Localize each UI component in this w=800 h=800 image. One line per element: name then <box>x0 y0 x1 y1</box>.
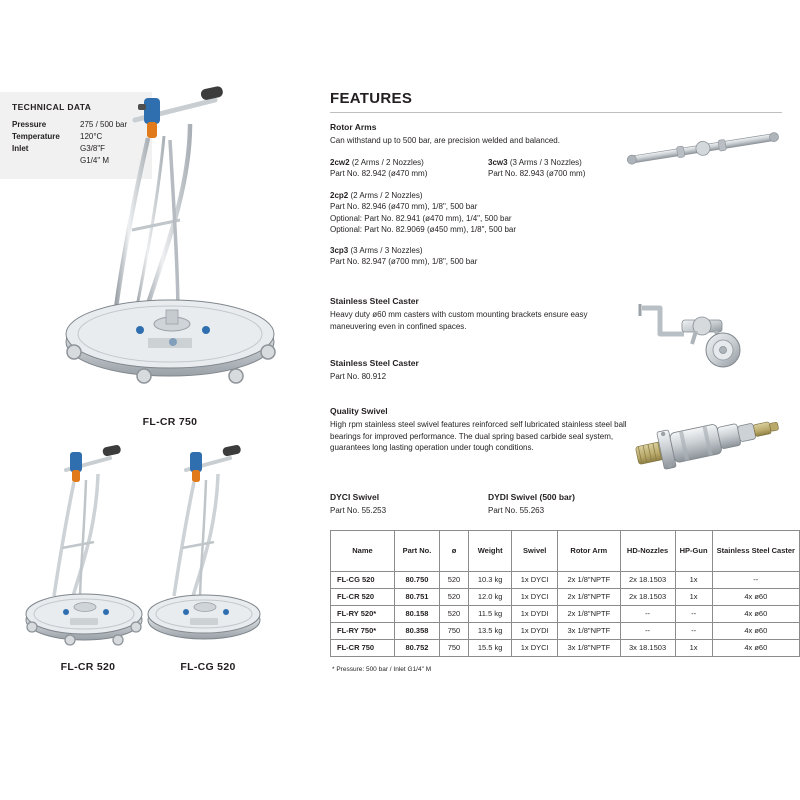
technical-data-label: Inlet <box>12 144 29 153</box>
rotor-arms-block-line: Part No. 82.946 (ø470 mm), 1/8", 500 bar <box>330 202 478 211</box>
table-cell-diameter: 520 <box>440 572 469 589</box>
table-header-row <box>331 531 800 572</box>
table-cell-name: FL-RY 750* <box>331 623 395 640</box>
section-swivel-parts <box>330 492 650 517</box>
rotor-arms-item <box>488 168 628 180</box>
rotor-arms-block-bold: 2cp2 <box>330 190 349 200</box>
table-cell-partno: 80.358 <box>394 623 439 640</box>
table-cell-name: FL-CG 520 <box>331 572 395 589</box>
swivel-title: Quality Swivel <box>330 406 388 416</box>
table-row <box>331 572 800 589</box>
table-cell-hd-nozzles: 2x 18.1503 <box>620 572 675 589</box>
table-cell-hp-gun: 1x <box>675 589 712 606</box>
rotor-arms-block-text: (2 Arms / 2 Nozzles) <box>350 190 423 200</box>
specifications-table <box>330 530 800 657</box>
dydi-title: DYDI Swivel (500 bar) <box>488 492 575 502</box>
table-cell-swivel: 1x DYCI <box>512 589 558 606</box>
table-cell-rotor-arm: 2x 1/8"NPTF <box>558 606 620 623</box>
table-cell-name: FL-CR 520 <box>331 589 395 606</box>
rotor-arms-item-text: Part No. <box>488 169 518 178</box>
surface-cleaner-750-illustration <box>40 80 300 410</box>
table-row <box>331 640 800 657</box>
table-cell-name: FL-RY 520* <box>331 606 395 623</box>
table-cell-partno: 80.158 <box>394 606 439 623</box>
technical-data-value: 120°C <box>80 132 103 141</box>
table-cell-weight: 15.5 kg <box>468 640 511 657</box>
surface-cleaner-520-cg-illustration <box>138 440 278 655</box>
table-cell-partno: 80.750 <box>394 572 439 589</box>
table-header-cell: Name <box>331 531 395 572</box>
rotor-arms-body: Can withstand up to 500 bar, are precision welded and balanced. <box>330 136 560 145</box>
table-cell-weight: 11.5 kg <box>468 606 511 623</box>
table-header-cell: Rotor Arm <box>558 531 620 572</box>
swivel-dydi <box>488 492 628 517</box>
swivel-body: High rpm stainless steel swivel features reinforced self lubricated stainless steel ball bearings for improved performance. The dual spring based carbide seal system, guarantees long lasting operation under tough conditions. <box>330 420 627 452</box>
table-cell-rotor-arm: 3x 1/8"NPTF <box>558 640 620 657</box>
rotor-arms-item <box>330 168 470 180</box>
table-cell-caster: 4x ø60 <box>712 589 799 606</box>
caster-part-line: Part No. 80.912 <box>330 372 387 381</box>
rotor-arms-right-column <box>488 157 628 180</box>
table-cell-rotor-arm: 3x 1/8"NPTF <box>558 623 620 640</box>
table-header-cell: Swivel <box>512 531 558 572</box>
divider <box>330 112 782 113</box>
rotor-arms-item-text: 82.943 (ø700 mm) <box>519 169 586 178</box>
figure-caption: FL-CR 750 <box>142 416 198 428</box>
table-cell-hd-nozzles: -- <box>620 623 675 640</box>
table-cell-hp-gun: -- <box>675 606 712 623</box>
table-cell-caster: -- <box>712 572 799 589</box>
table-cell-diameter: 520 <box>440 606 469 623</box>
figure-caption: FL-CR 520 <box>60 661 116 673</box>
surface-cleaner-520-cr-illustration <box>18 440 158 655</box>
table-cell-weight: 12.0 kg <box>468 589 511 606</box>
table-cell-hp-gun: 1x <box>675 640 712 657</box>
table-cell-swivel: 1x DYCI <box>512 572 558 589</box>
caster-title: Stainless Steel Caster <box>330 296 419 306</box>
rotor-arm-illustration <box>620 128 785 170</box>
table-cell-caster: 4x ø60 <box>712 640 799 657</box>
rotor-arms-block-line: Optional: Part No. 82.941 (ø470 mm), 1/4", 500 bar <box>330 213 512 223</box>
technical-data-title: TECHNICAL DATA <box>12 102 92 112</box>
caster-part-title: Stainless Steel Caster <box>330 358 419 368</box>
left-column <box>0 0 322 800</box>
dyci-part: Part No. 55.253 <box>330 506 387 515</box>
table-cell-rotor-arm: 2x 1/8"NPTF <box>558 572 620 589</box>
table-row <box>331 623 800 640</box>
caster-illustration <box>630 300 780 372</box>
product-figure-fl-cg-520 <box>138 440 278 673</box>
table-row <box>331 589 800 606</box>
table-cell-diameter: 750 <box>440 623 469 640</box>
rotor-arms-item-text: Part No. <box>330 169 360 178</box>
rotor-arms-item <box>488 157 628 169</box>
table-cell-name: FL-CR 750 <box>331 640 395 657</box>
technical-data-value: 275 / 500 bar <box>80 120 128 129</box>
table-header-cell: HP-Gun <box>675 531 712 572</box>
rotor-arms-block-line <box>330 190 630 202</box>
table-cell-swivel: 1x DYDI <box>512 623 558 640</box>
table-cell-hp-gun: -- <box>675 623 712 640</box>
table-cell-rotor-arm: 2x 1/8"NPTF <box>558 589 620 606</box>
table-cell-partno: 80.751 <box>394 589 439 606</box>
table-header-cell: ø <box>440 531 469 572</box>
rotor-arms-block-line <box>330 245 630 257</box>
section-rotor-arms <box>330 122 630 268</box>
table-cell-caster: 4x ø60 <box>712 623 799 640</box>
table-cell-hd-nozzles: 3x 18.1503 <box>620 640 675 657</box>
product-figure-fl-cr-750 <box>40 80 300 428</box>
table-row <box>331 606 800 623</box>
caster-body: Heavy duty ø60 mm casters with custom mounting brackets ensure easy maneuvering even in confined spaces. <box>330 310 588 331</box>
figure-caption: FL-CG 520 <box>180 661 236 673</box>
table-cell-diameter: 750 <box>440 640 469 657</box>
features-heading: FEATURES <box>330 90 413 107</box>
table-cell-caster: 4x ø60 <box>712 606 799 623</box>
dyci-title: DYCI Swivel <box>330 492 380 502</box>
technical-data-label: Pressure <box>12 120 47 129</box>
table-header-cell: Part No. <box>394 531 439 572</box>
rotor-arms-item-text: 82.942 (ø470 mm) <box>361 169 428 178</box>
table-cell-weight: 13.5 kg <box>468 623 511 640</box>
swivel-dyci <box>330 492 470 517</box>
table-cell-swivel: 1x DYCI <box>512 640 558 657</box>
rotor-arms-item-text: (3 Arms / 3 Nozzles) <box>509 157 582 167</box>
rotor-arms-block-bold: 3cp3 <box>330 245 349 255</box>
rotor-arms-item <box>330 157 470 169</box>
rotor-arms-left-column <box>330 157 470 180</box>
table-cell-hd-nozzles: -- <box>620 606 675 623</box>
rotor-arms-item-bold: 2cw2 <box>330 157 350 167</box>
rotor-arms-item-bold: 3cw3 <box>488 157 508 167</box>
technical-data-value: G3/8"F <box>80 144 106 153</box>
dydi-part: Part No. 55.263 <box>488 506 545 515</box>
table-cell-partno: 80.752 <box>394 640 439 657</box>
table-header-cell: Stainless Steel Caster <box>712 531 799 572</box>
swivel-illustration <box>630 398 785 488</box>
table-cell-hp-gun: 1x <box>675 572 712 589</box>
table-header-cell: Weight <box>468 531 511 572</box>
table-cell-hd-nozzles: 2x 18.1503 <box>620 589 675 606</box>
rotor-arms-block-line: Part No. 82.947 (ø700 mm), 1/8", 500 bar <box>330 257 478 266</box>
rotor-arms-title: Rotor Arms <box>330 122 377 132</box>
rotor-arms-block-line: Optional: Part No. 82.9069 (ø450 mm), 1/8", 500 bar <box>330 225 517 234</box>
section-quality-swivel <box>330 406 630 454</box>
section-stainless-steel-caster <box>330 296 630 332</box>
technical-data-label: Temperature <box>12 132 60 141</box>
rotor-arms-item-text: (2 Arms / 2 Nozzles) <box>351 157 424 167</box>
table-cell-swivel: 1x DYDI <box>512 606 558 623</box>
section-caster-part <box>330 358 630 383</box>
product-figure-fl-cr-520 <box>18 440 158 673</box>
table-cell-diameter: 520 <box>440 589 469 606</box>
rotor-arms-block-text: (3 Arms / 3 Nozzles) <box>350 245 423 255</box>
table-footnote: * Pressure: 500 bar / Inlet G1/4" M <box>332 666 432 673</box>
technical-data-value: G1/4" M <box>80 156 110 165</box>
table-cell-weight: 10.3 kg <box>468 572 511 589</box>
table-header-cell: HD-Nozzles <box>620 531 675 572</box>
right-column <box>330 0 800 800</box>
